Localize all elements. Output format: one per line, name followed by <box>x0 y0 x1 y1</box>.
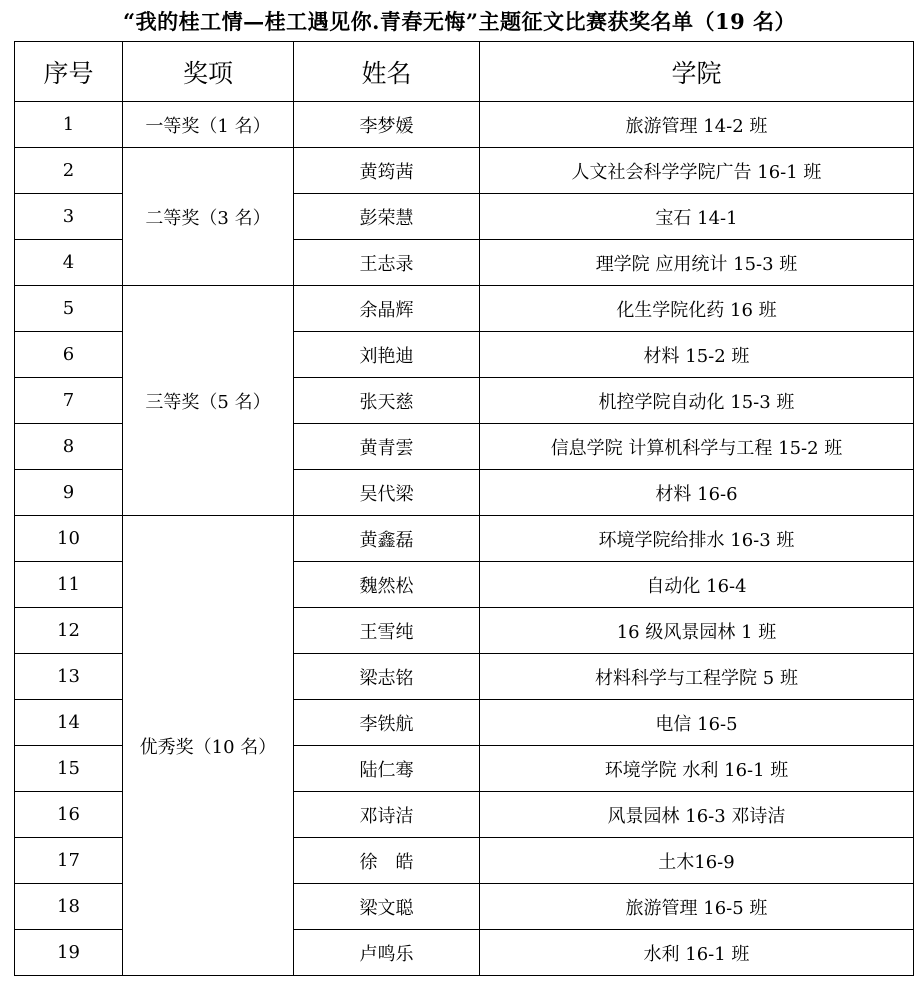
table-row <box>15 516 914 562</box>
header-name: 姓名 <box>294 42 480 102</box>
seq-cell: 14 <box>15 700 123 746</box>
seq-cell: 9 <box>15 470 123 516</box>
seq-cell: 19 <box>15 930 123 976</box>
seq-cell: 17 <box>15 838 123 884</box>
seq-cell: 1 <box>15 102 123 148</box>
name-cell: 王雪纯 <box>294 608 480 654</box>
name-cell: 梁志铭 <box>294 654 480 700</box>
name-cell: 吴代梁 <box>294 470 480 516</box>
name-cell: 陆仁骞 <box>294 746 480 792</box>
college-cell: 人文社会科学学院广告 16-1 班 <box>480 148 914 194</box>
seq-cell: 16 <box>15 792 123 838</box>
college-cell: 环境学院给排水 16-3 班 <box>480 516 914 562</box>
award-cell-first: 一等奖（1 名） <box>123 102 294 148</box>
seq-cell: 5 <box>15 286 123 332</box>
college-cell: 材料 16-6 <box>480 470 914 516</box>
name-cell: 邓诗洁 <box>294 792 480 838</box>
name-cell: 魏然松 <box>294 562 480 608</box>
seq-cell: 15 <box>15 746 123 792</box>
name-cell: 王志录 <box>294 240 480 286</box>
award-list-table <box>14 41 914 976</box>
college-cell: 机控学院自动化 15-3 班 <box>480 378 914 424</box>
seq-cell: 18 <box>15 884 123 930</box>
seq-cell: 13 <box>15 654 123 700</box>
college-cell: 旅游管理 16-5 班 <box>480 884 914 930</box>
award-cell-third: 三等奖（5 名） <box>123 286 294 516</box>
seq-cell: 3 <box>15 194 123 240</box>
college-cell: 环境学院 水利 16-1 班 <box>480 746 914 792</box>
seq-cell: 2 <box>15 148 123 194</box>
college-cell: 材料 15-2 班 <box>480 332 914 378</box>
name-cell: 彭荣慧 <box>294 194 480 240</box>
table-header-row <box>15 42 914 102</box>
name-cell: 梁文聪 <box>294 884 480 930</box>
seq-cell: 7 <box>15 378 123 424</box>
table-row <box>15 286 914 332</box>
college-cell: 电信 16-5 <box>480 700 914 746</box>
table-row <box>15 148 914 194</box>
college-cell: 旅游管理 14-2 班 <box>480 102 914 148</box>
award-cell-excellent: 优秀奖（10 名） <box>123 516 294 976</box>
seq-cell: 4 <box>15 240 123 286</box>
name-cell: 张天慈 <box>294 378 480 424</box>
seq-cell: 11 <box>15 562 123 608</box>
header-seq: 序号 <box>15 42 123 102</box>
name-cell: 刘艳迪 <box>294 332 480 378</box>
name-cell: 卢鸣乐 <box>294 930 480 976</box>
college-cell: 16 级风景园林 1 班 <box>480 608 914 654</box>
college-cell: 材料科学与工程学院 5 班 <box>480 654 914 700</box>
college-cell: 土木16-9 <box>480 838 914 884</box>
seq-cell: 8 <box>15 424 123 470</box>
name-cell: 徐 皓 <box>294 838 480 884</box>
name-cell: 黄青雲 <box>294 424 480 470</box>
table-row <box>15 102 914 148</box>
header-award: 奖项 <box>123 42 294 102</box>
seq-cell: 10 <box>15 516 123 562</box>
document-title: “我的桂工情—桂工遇见你.青春无悔”主题征文比赛获奖名单（19 名） <box>122 9 796 34</box>
header-college: 学院 <box>480 42 914 102</box>
name-cell: 李梦媛 <box>294 102 480 148</box>
name-cell: 黄筠茜 <box>294 148 480 194</box>
college-cell: 理学院 应用统计 15-3 班 <box>480 240 914 286</box>
seq-cell: 6 <box>15 332 123 378</box>
name-cell: 黄鑫磊 <box>294 516 480 562</box>
name-cell: 李铁航 <box>294 700 480 746</box>
college-cell: 信息学院 计算机科学与工程 15-2 班 <box>480 424 914 470</box>
college-cell: 宝石 14-1 <box>480 194 914 240</box>
college-cell: 化生学院化药 16 班 <box>480 286 914 332</box>
college-cell: 自动化 16-4 <box>480 562 914 608</box>
name-cell: 余晶辉 <box>294 286 480 332</box>
college-cell: 水利 16-1 班 <box>480 930 914 976</box>
seq-cell: 12 <box>15 608 123 654</box>
college-cell: 风景园林 16-3 邓诗洁 <box>480 792 914 838</box>
award-cell-second: 二等奖（3 名） <box>123 148 294 286</box>
